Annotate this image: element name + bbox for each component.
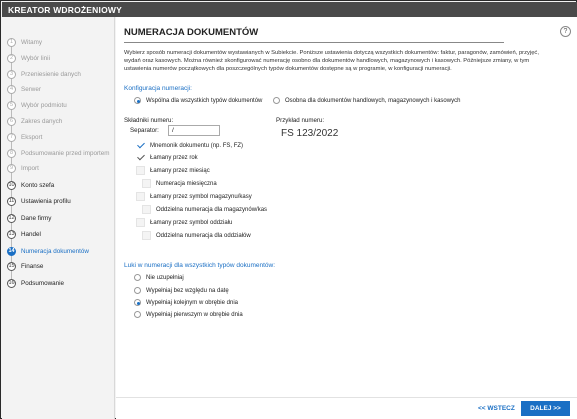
- checkbox-year[interactable]: [136, 153, 198, 162]
- sidebar-step-11[interactable]: [7, 195, 71, 207]
- sidebar-step-15[interactable]: [7, 260, 43, 272]
- sidebar-step-10[interactable]: [7, 179, 54, 191]
- step-number: 14: [8, 248, 15, 254]
- radio-button[interactable]: [134, 299, 141, 306]
- separator-label: Separator:: [130, 127, 159, 134]
- step-label: Zakres danych: [21, 117, 63, 125]
- step-number: 8: [7, 149, 16, 158]
- radio-button[interactable]: [134, 287, 141, 294]
- step-label: Wybór podmiotu: [21, 101, 67, 109]
- step-number: 13: [8, 231, 15, 237]
- step-label: Handel: [21, 230, 41, 238]
- sidebar-step-16[interactable]: [7, 277, 64, 289]
- sidebar: [2, 17, 115, 419]
- check-icon[interactable]: [136, 153, 145, 162]
- step-label: Witamy: [21, 38, 42, 46]
- checkbox-warehouse-symbol[interactable]: [136, 192, 252, 201]
- sidebar-step-14[interactable]: [7, 245, 89, 257]
- sidebar-step-7: [7, 131, 42, 143]
- checkbox-label: Łamany przez rok: [150, 154, 198, 161]
- checkbox-monthly-numbering[interactable]: [142, 179, 217, 188]
- sidebar-step-3: [7, 68, 81, 80]
- checkbox-box[interactable]: [136, 166, 145, 175]
- checkbox-box[interactable]: [142, 179, 151, 188]
- radio-button[interactable]: [134, 311, 141, 318]
- checkbox-box[interactable]: [136, 218, 145, 227]
- radio-gaps-next-in-day[interactable]: [134, 299, 238, 306]
- step-number: 4: [7, 85, 16, 94]
- step-number: 6: [7, 117, 16, 126]
- step-number: 1: [7, 38, 16, 47]
- radio-label: Osobna dla dokumentów handlowych, magazynowych i kasowych: [285, 97, 461, 104]
- checkbox-label: Oddzielna numeracja dla oddziałów: [156, 232, 251, 239]
- description: Wybierz sposób numeracji dokumentów wystawianych w Subiekcie. Poniższe ustawienia dotyczą wszystkich dokumentów: faktur, paragonów, zamówień, przyjęć, wydań oraz kasowych. Można również skonfigurować numerację osobno dla dokumentów handlowych, magazynowych i kasowych. Późniejsze zmiany, w tym ustawienia numerów początkowych dla poszczególnych typów dokumentów dostępne są w programie, w konfiguracji numeracji.: [124, 50, 539, 72]
- example-label: Przykład numeru:: [276, 117, 325, 124]
- check-icon[interactable]: [136, 141, 145, 150]
- step-label: Dane firmy: [21, 214, 52, 222]
- radio-gaps-any-date[interactable]: [134, 287, 229, 294]
- step-number: 2: [7, 54, 16, 63]
- step-number: 7: [7, 133, 16, 142]
- checkbox-box[interactable]: [136, 192, 145, 201]
- checkbox-label: Łamany przez symbol magazynu/kasy: [150, 193, 252, 200]
- sidebar-step-9: [7, 162, 39, 174]
- back-button[interactable]: << WSTECZ: [478, 405, 515, 412]
- step-label: Ustawienia profilu: [21, 197, 71, 205]
- sidebar-step-1: [7, 36, 42, 48]
- sidebar-step-2: [7, 52, 50, 64]
- step-number: 9: [7, 164, 16, 173]
- checkbox-label: Numeracja miesięczna: [156, 180, 217, 187]
- step-label: Serwer: [21, 85, 41, 93]
- step-number: 11: [8, 198, 15, 204]
- step-label: Finanse: [21, 262, 44, 270]
- step-label: Przeniesienie danych: [21, 70, 81, 78]
- radio-label: Wypełniaj bez względu na datę: [146, 287, 229, 294]
- step-number: 15: [8, 263, 15, 269]
- step-number: 10: [8, 182, 15, 188]
- step-label: Numeracja dokumentów: [21, 247, 89, 255]
- checkbox-label: Mnemonik dokumentu (np. FS, FZ): [150, 142, 244, 149]
- step-label: Eksport: [21, 133, 43, 141]
- checkbox-warehouse-numbering[interactable]: [142, 205, 267, 214]
- checkbox-branch-numbering[interactable]: [142, 231, 251, 240]
- step-number: 12: [8, 215, 15, 221]
- checkbox-branch-symbol[interactable]: [136, 218, 232, 227]
- radio-label: Wypełniaj kolejnym w obrębie dnia: [146, 299, 238, 306]
- checkbox-box[interactable]: [142, 231, 151, 240]
- radio-label: Wypełniaj pierwszym w obrębie dnia: [146, 311, 243, 318]
- checkbox-month[interactable]: [136, 166, 210, 175]
- title-divider: [124, 42, 504, 43]
- radio-label: Wspólna dla wszystkich typów dokumentów: [146, 97, 263, 104]
- help-icon[interactable]: ?: [560, 26, 571, 37]
- step-label: Wybór linii: [21, 54, 50, 62]
- step-number: 16: [8, 280, 15, 286]
- radio-shared-numbering[interactable]: [134, 97, 262, 104]
- next-button[interactable]: DALEJ >>: [521, 401, 570, 416]
- sidebar-step-8: [7, 147, 110, 159]
- separator-input[interactable]: [168, 125, 220, 136]
- sidebar-step-6: [7, 115, 62, 127]
- step-label: Podsumowanie przed importem: [21, 149, 110, 157]
- checkbox-box[interactable]: [142, 205, 151, 214]
- checkbox-mnemonic[interactable]: [136, 141, 243, 150]
- sidebar-step-4: [7, 83, 41, 95]
- config-heading: Konfiguracja numeracji:: [124, 85, 192, 92]
- radio-gaps-first-in-day[interactable]: [134, 311, 243, 318]
- step-label: Podsumowanie: [21, 279, 65, 287]
- sidebar-step-5: [7, 99, 67, 111]
- radio-gaps-none[interactable]: [134, 274, 184, 281]
- checkbox-label: Łamany przez symbol oddziału: [150, 219, 233, 226]
- components-heading: Składniki numeru:: [124, 117, 174, 124]
- sidebar-step-12[interactable]: [7, 212, 51, 224]
- radio-label: Nie uzupełniaj: [146, 274, 184, 281]
- radio-button[interactable]: [134, 97, 141, 104]
- radio-button[interactable]: [273, 97, 280, 104]
- gaps-heading: Luki w numeracji dla wszystkich typów dokumentów:: [124, 262, 276, 269]
- sidebar-step-13[interactable]: [7, 228, 41, 240]
- page-title: NUMERACJA DOKUMENTÓW: [124, 27, 259, 38]
- step-label: Konto szefa: [21, 181, 55, 189]
- step-number: 3: [7, 70, 16, 79]
- radio-separate-numbering[interactable]: [273, 97, 460, 104]
- main-panel: [116, 17, 577, 397]
- footer: [116, 397, 577, 419]
- checkbox-label: Oddzielna numeracja dla magazynów/kas: [156, 206, 268, 213]
- checkbox-label: Łamany przez miesiąc: [150, 167, 210, 174]
- step-label: Import: [21, 164, 39, 172]
- example-number: FS 123/2022: [281, 128, 339, 139]
- step-number: 5: [7, 101, 16, 110]
- app-title: KREATOR WDROŻENIOWY: [2, 2, 577, 17]
- radio-button[interactable]: [134, 274, 141, 281]
